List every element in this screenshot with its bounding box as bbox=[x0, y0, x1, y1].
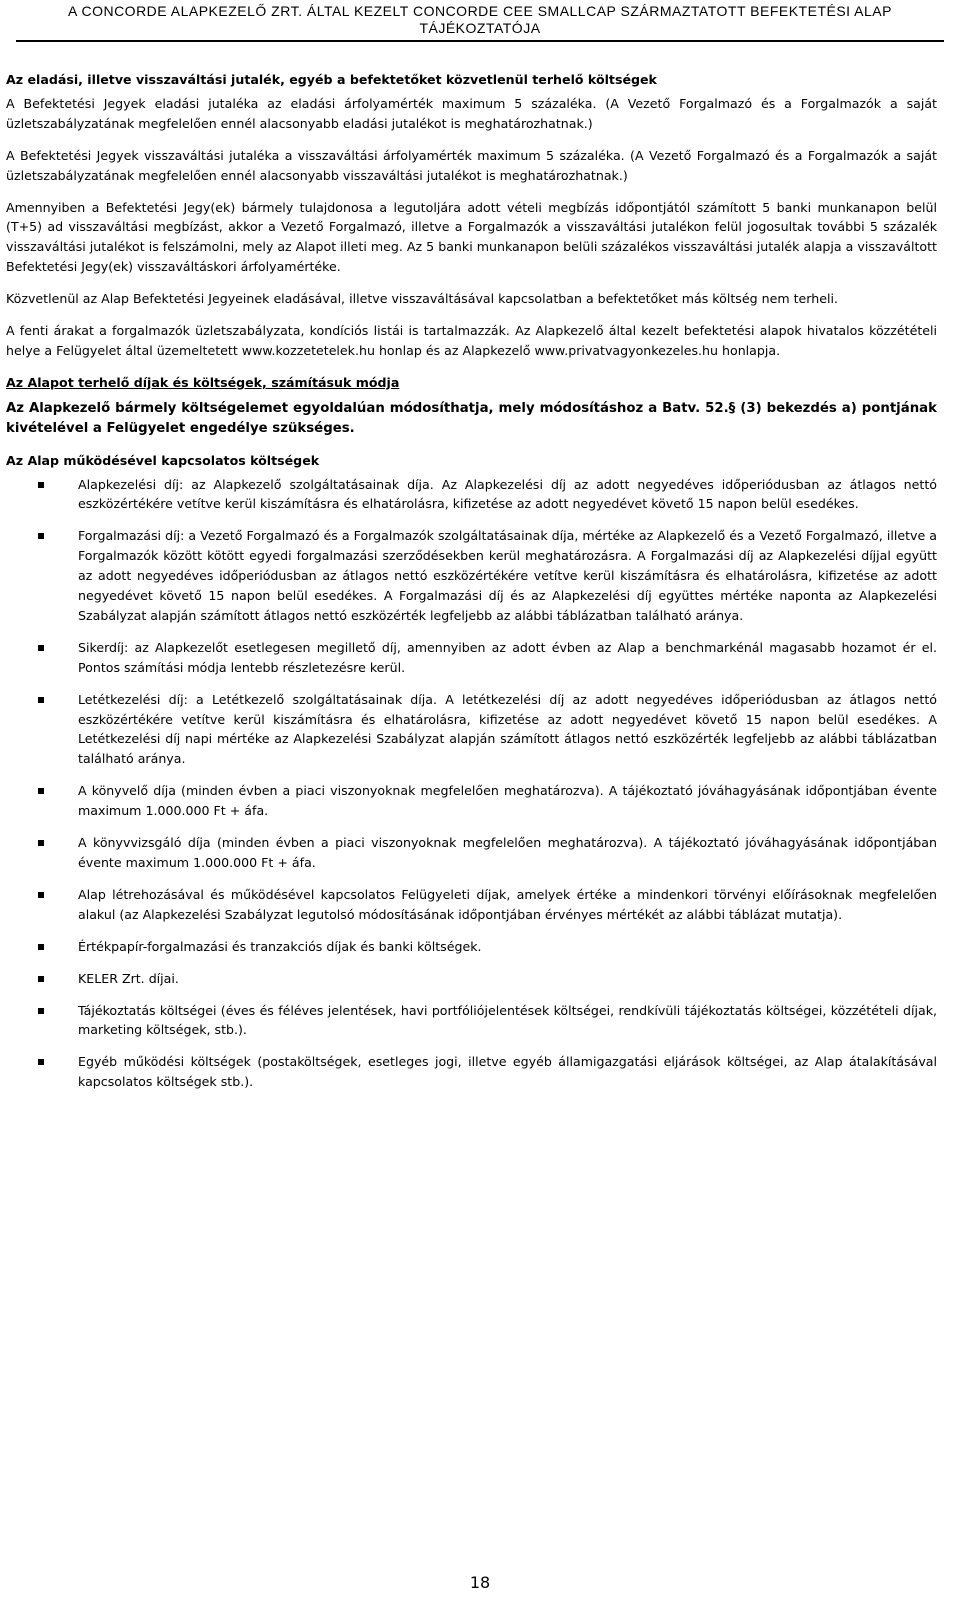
paragraph-no-other-costs: Közvetlenül az Alap Befektetési Jegyeinek eladásával, illetve visszaváltásával kapcsolatban a befektetőket más költség nem terheli. bbox=[6, 291, 838, 307]
bullet-icon bbox=[38, 1059, 44, 1065]
cost-list bbox=[6, 475, 937, 1093]
paragraph-t5-redemption: Amennyiben a Befektetési Jegy(ek) bármely tulajdonosa a legutoljára adott vételi megbízás időpontjától számított 5 banki munkanapon belül (T+5) ad visszaváltási megbízást, akkor a Vezető Forgalmazó, illetve a Forgalmazók a visszaváltási jutalékon felül jogosultak további 5 százalék visszaváltási jutalékot is felszámolni, mely az Alapot illeti meg. Az 5 banki munkanapon belüli százalékos visszaváltási jutalék alapja a visszaváltott Befektetési Jegy(ek) visszaváltáskori árfolyamértéke. bbox=[6, 199, 937, 275]
paragraph-redemption-commission: A Befektetési Jegyek visszaváltási jutaléka a visszaváltási árfolyamérték maximum 5 százaléka. (A Vezető Forgalmazó és a Forgalmazók a saját üzletszabályzatának megfelelően ennél alacsonyabb visszaváltási jutalékot is meghatározhatnak.) bbox=[6, 147, 937, 183]
document-body bbox=[6, 70, 937, 1104]
list-item-success-fee: Sikerdíj: az Alapkezelőt esetlegesen megillető díj, amennyiben az adott évben az Alap a benchmarkénál magasabb hozamot ér el. Pontos számítási módja lentebb részletezésre kerül. bbox=[6, 638, 937, 678]
bullet-icon bbox=[38, 1008, 44, 1014]
list-item-other-costs: Egyéb működési költségek (postaköltségek, esetleges jogi, illetve egyéb államigazgatási eljárások költségei, az Alap átalakításával kapcsolatos költségek stb.). bbox=[6, 1052, 937, 1092]
section-heading-sales-fees: Az eladási, illetve visszaváltási jutalék, egyéb a befektetőket közvetlenül terhelő költségek bbox=[6, 72, 657, 87]
list-item-keler-fees: KELER Zrt. díjai. bbox=[6, 969, 937, 989]
paragraph-cost-modification: Az Alapkezelő bármely költségelemet egyoldalúan módosíthatja, mely módosításhoz a Batv. 52.§ (3) bekezdés a) pontjának kivételével a Felügyelet engedélye szükséges. bbox=[6, 400, 937, 436]
section-heading-fund-costs: Az Alapot terhelő díjak és költségek, számításuk módja bbox=[6, 374, 400, 390]
section-heading-operation-costs: Az Alap működésével kapcsolatos költségek bbox=[6, 452, 320, 468]
bullet-icon bbox=[38, 697, 44, 703]
list-item-auditor-fee: A könyvvizsgáló díja (minden évben a piaci viszonyoknak megfelelően meghatározva). A tájékoztató jóváhagyásának időpontjában évente maximum 1.000.000 Ft + áfa. bbox=[6, 833, 937, 873]
list-item-custody-fee: Letétkezelési díj: a Letétkezelő szolgáltatásainak díja. A letétkezelési díj az adott negyedéves időperiódusban az átlagos nettó eszközértékére vetítve kerül kiszámításra és elhatárolásra, kifizetése az adott negyedévet követő 15 napon belül esedékes. A Letétkezelési díj napi mértéke az Alapkezelési Szabályzat alapján számított átlagos nettó eszközérték legfeljebb az alábbi táblázatban található aránya. bbox=[6, 690, 937, 770]
list-item-transaction-costs: Értékpapír-forgalmazási és tranzakciós díjak és banki költségek. bbox=[6, 937, 937, 957]
header-subtitle: TÁJÉKOZTATÓJA bbox=[419, 20, 541, 36]
list-item-supervisory-fees: Alap létrehozásával és működésével kapcsolatos Felügyeleti díjak, amelyek értéke a mindenkori törvényi előírásoknak megfelelően alakul (az Alapkezelési Szabályzat legutolsó módosításának időpontjában érvényes mértékét az alábbi táblázat mutatja). bbox=[6, 885, 937, 925]
header-title: A CONCORDE ALAPKEZELŐ ZRT. ÁLTAL KEZELT CONCORDE CEE SMALLCAP SZÁRMAZTATOTT BEFEKTETÉSI ALAP bbox=[68, 3, 892, 19]
list-item-information-costs: Tájékoztatás költségei (éves és féléves jelentések, havi portfóliójelentések költségei, rendkívüli tájékoztatás költségei, közzétételi díjak, marketing költségek, stb.). bbox=[6, 1001, 937, 1041]
bullet-icon bbox=[38, 788, 44, 794]
paragraph-disclosure-sites: A fenti árakat a forgalmazók üzletszabályzata, kondíciós listái is tartalmazzák. Az Alapkezelő által kezelt befektetési alapok hivatalos közzétételi helye a Felügyelet által üzemeltetett www.kozzetetelek.hu honlap és az Alapkezelő www.privatvagyonkezeles.hu honlapja. bbox=[6, 323, 937, 358]
bullet-icon bbox=[38, 533, 44, 539]
bullet-icon bbox=[38, 645, 44, 651]
bullet-icon bbox=[38, 976, 44, 982]
list-item-accountant-fee: A könyvelő díja (minden évben a piaci viszonyoknak megfelelően meghatározva). A tájékoztató jóváhagyásának időpontjában évente maximum 1.000.000 Ft + áfa. bbox=[6, 781, 937, 821]
paragraph-sales-commission: A Befektetési Jegyek eladási jutaléka az eladási árfolyamérték maximum 5 százaléka. (A Vezető Forgalmazó és a Forgalmazók a saját üzletszabályzatának megfelelően ennél alacsonyabb eladási jutalékot is meghatározhatnak.) bbox=[6, 95, 937, 131]
header-divider bbox=[16, 40, 944, 42]
page-number: 18 bbox=[469, 1573, 491, 1592]
bullet-icon bbox=[38, 482, 44, 488]
bullet-icon bbox=[38, 840, 44, 846]
list-item-management-fee: Alapkezelési díj: az Alapkezelő szolgáltatásainak díja. Az Alapkezelési díj az adott negyedéves időperiódusban az átlagos nettó eszközértékére vetítve kerül kiszámításra és elhatárolásra, kifizetése az adott negyedévet követő 15 napon belül esedékes. bbox=[6, 475, 937, 515]
bullet-icon bbox=[38, 944, 44, 950]
document-header bbox=[0, 0, 960, 42]
bullet-icon bbox=[38, 892, 44, 898]
list-item-distribution-fee: Forgalmazási díj: a Vezető Forgalmazó és a Forgalmazók szolgáltatásainak díja, mértéke az Alapkezelő és a Vezető Forgalmazó, illetve a Forgalmazók között kötött egyedi forgalmazási szerződésekben kerül meghatározásra. A Forgalmazási díj az Alapkezelési díjjal együtt az adott negyedéves időperiódusban az átlagos nettó eszközértékére vetítve kerül kiszámításra és elhatárolásra, kifizetése az adott negyedévet követő 15 napon belül esedékes. A Forgalmazási díj és az Alapkezelési díj együttes mértéke naponta az Alapkezelési Szabályzat alapján számított átlagos nettó eszközérték legfeljebb az alábbi táblázatban található aránya. bbox=[6, 526, 937, 626]
